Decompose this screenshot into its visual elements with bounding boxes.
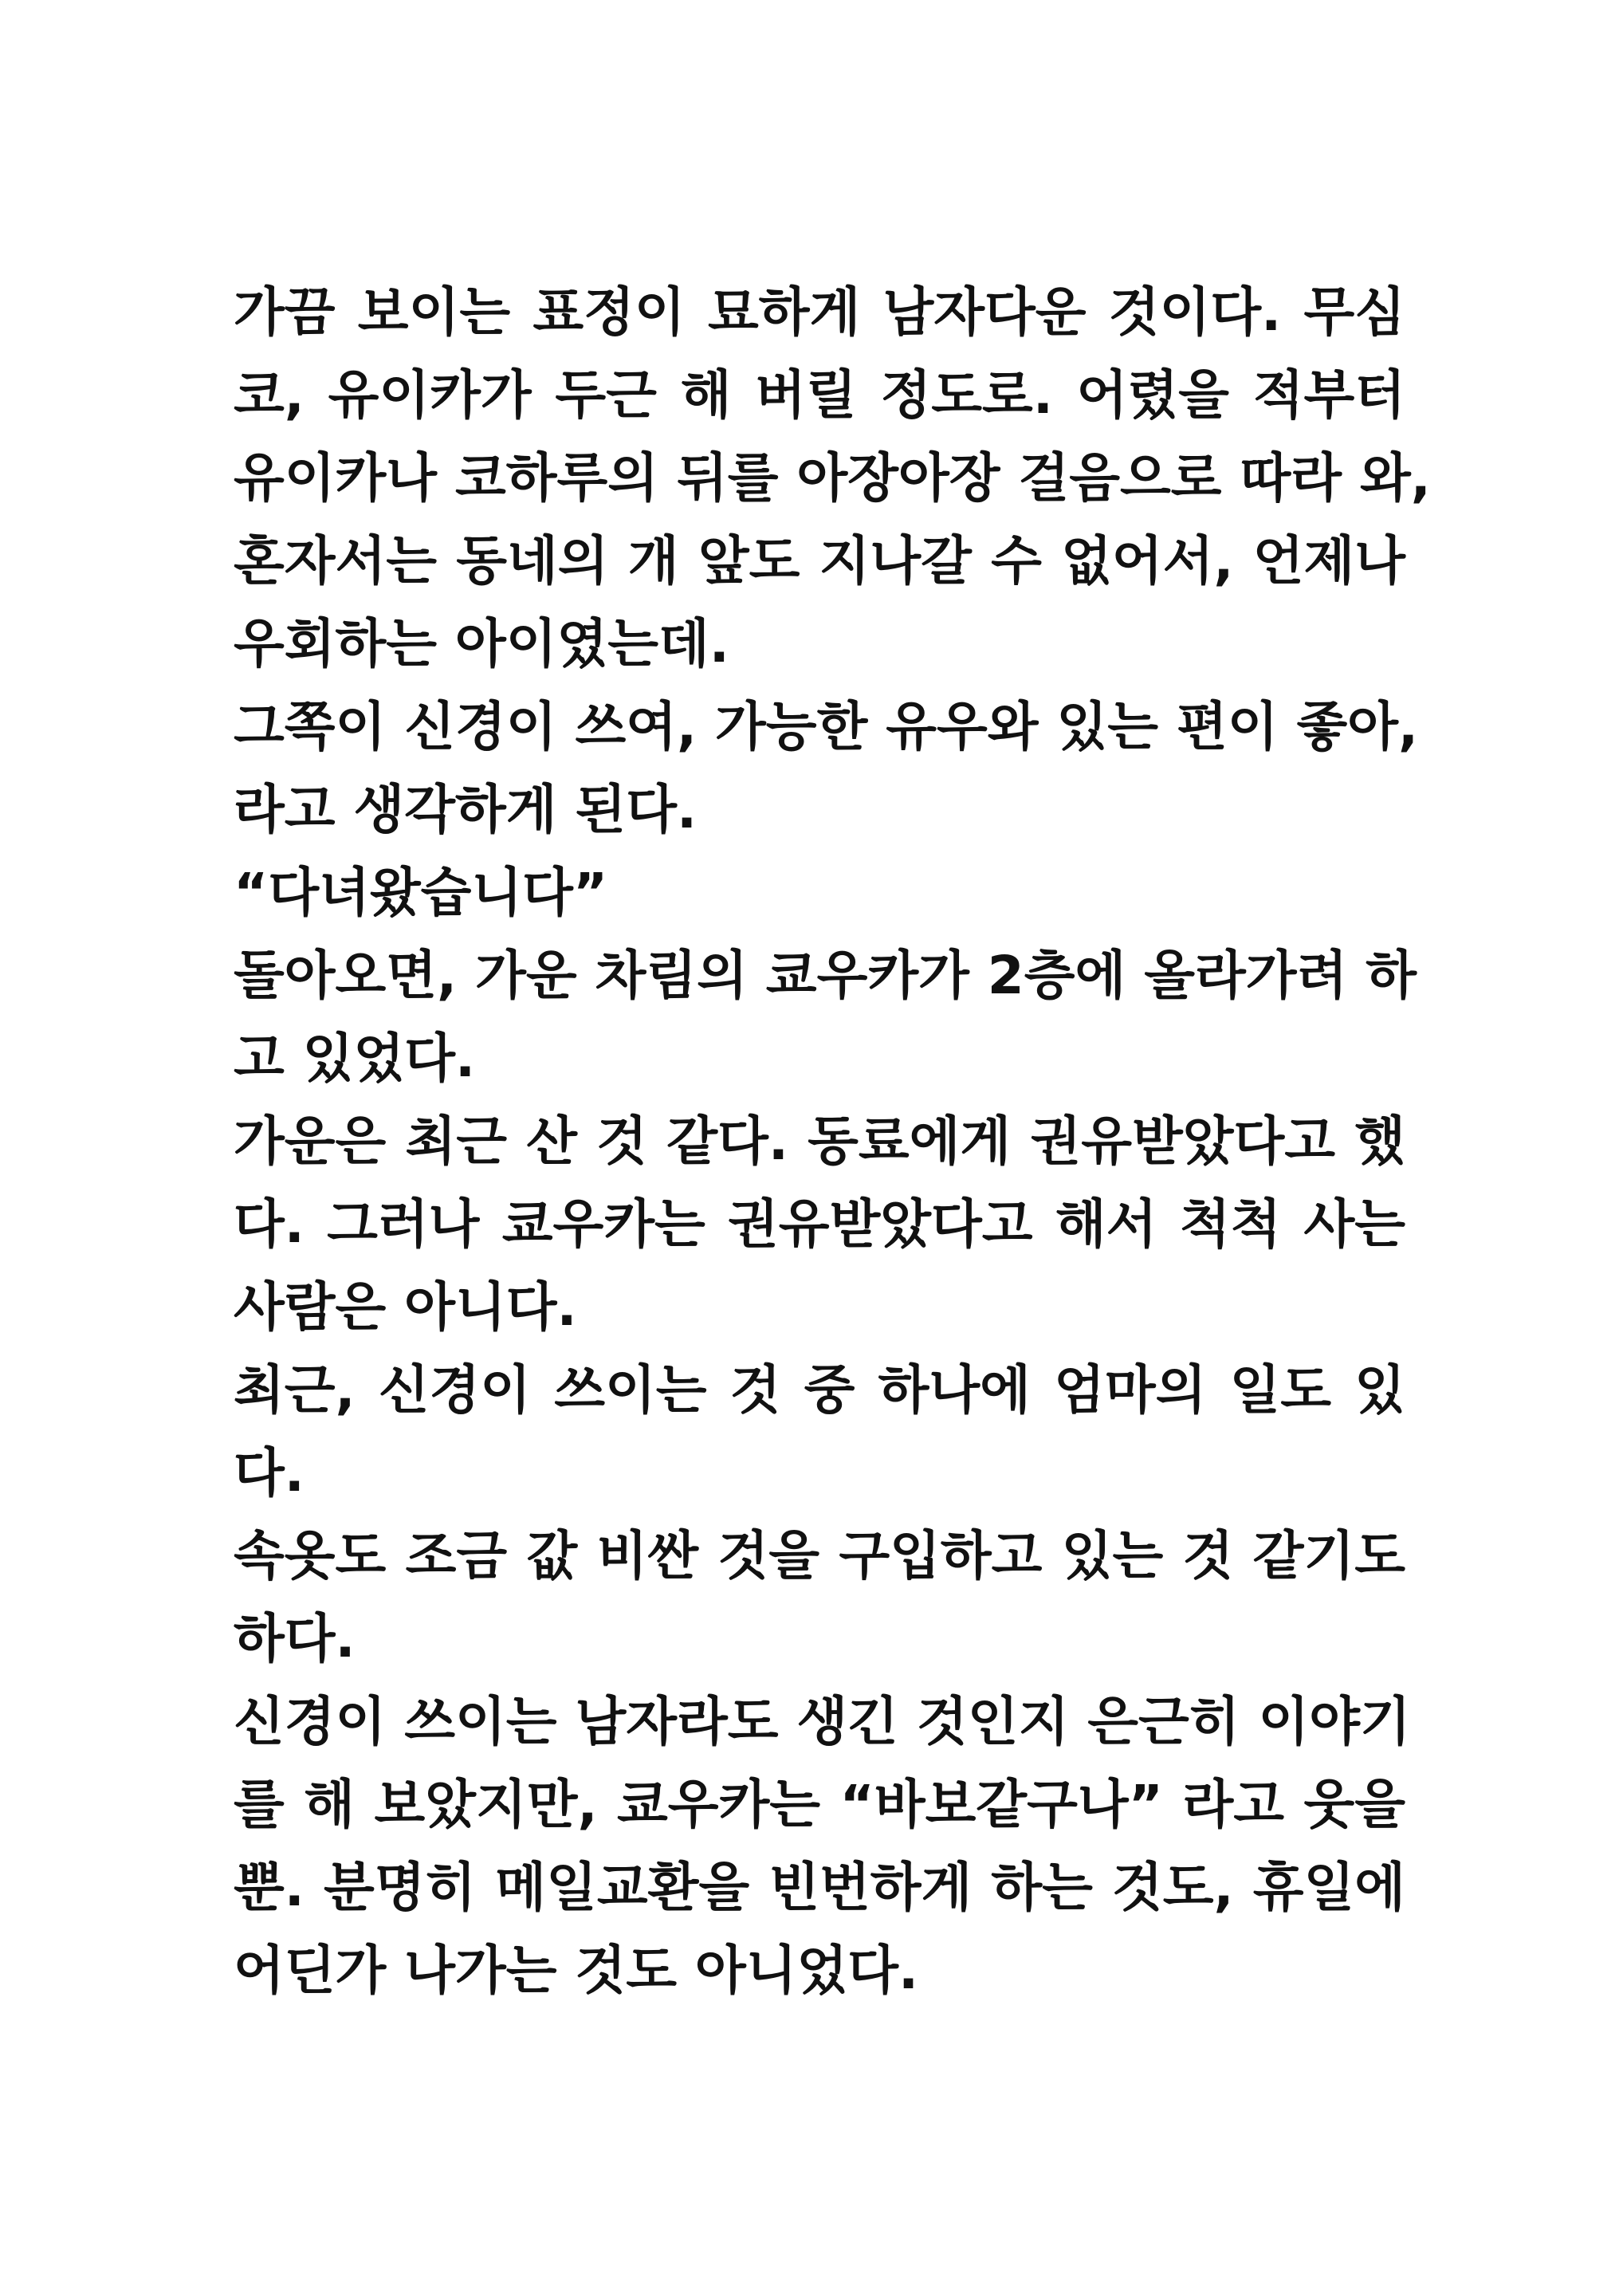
text-line: 코, 유이카가 두근 해 버릴 정도로. 어렸을 적부터 (234, 364, 1405, 426)
text-line: 유이카나 코하루의 뒤를 아장아장 걸음으로 따라 와, (234, 447, 1431, 509)
text-line: 돌아오면, 가운 차림의 쿄우카가 2층에 올라가려 하 (234, 945, 1417, 1006)
body-text (234, 271, 1431, 2012)
text-line: 가끔 보이는 표정이 묘하게 남자다운 것이다. 무심 (234, 281, 1405, 343)
text-line: 그쪽이 신경이 쓰여, 가능한 유우와 있는 편이 좋아, (234, 696, 1419, 757)
text-line: 사람은 아니다. (234, 1276, 577, 1338)
text-line: 다. 그러나 쿄우카는 권유받았다고 해서 척척 사는 (234, 1193, 1405, 1255)
text-line: 혼자서는 동네의 개 앞도 지나갈 수 없어서, 언제나 (234, 530, 1405, 592)
text-line: 우회하는 아이였는데. (234, 613, 729, 674)
text-line: 라고 생각하게 된다. (234, 779, 698, 840)
text-line: 가운은 최근 산 것 같다. 동료에게 권유받았다고 했 (234, 1111, 1405, 1172)
text-line: 고 있었다. (234, 1028, 476, 1089)
text-line: “다녀왔습니다” (234, 862, 608, 923)
text-line: 하다. (234, 1608, 356, 1669)
text-line: 속옷도 조금 값 비싼 것을 구입하고 있는 것 같기도 (234, 1525, 1405, 1586)
text-line: 뿐. 분명히 메일교환을 빈번하게 하는 것도, 휴일에 (234, 1857, 1405, 1918)
text-line: 어딘가 나가는 것도 아니었다. (234, 1940, 919, 2001)
text-line: 를 해 보았지만, 쿄우카는 “바보같구나” 라고 웃을 (234, 1774, 1405, 1835)
text-line: 최근, 신경이 쓰이는 것 중 하나에 엄마의 일도 있 (234, 1359, 1405, 1421)
text-line: 다. (234, 1442, 305, 1504)
text-line: 신경이 쓰이는 남자라도 생긴 것인지 은근히 이야기 (234, 1691, 1411, 1752)
